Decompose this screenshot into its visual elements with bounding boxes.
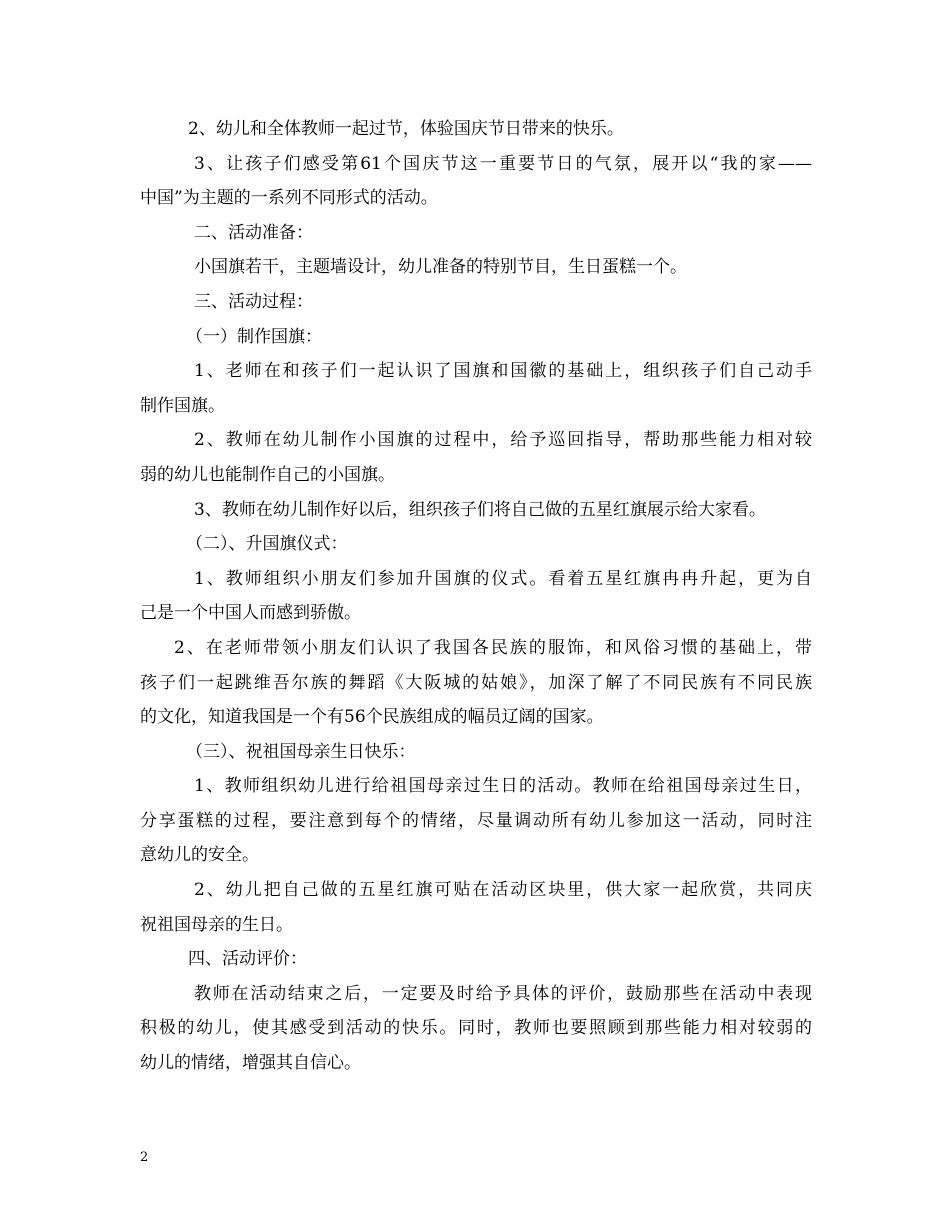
subheading-make-flag	[140, 320, 812, 355]
para-flag-raising-2	[140, 631, 812, 735]
page-number: 2	[140, 1150, 149, 1165]
text-line: 的文化，知道我国是一个有56个民族组成的幅员辽阔的国家。	[140, 707, 604, 728]
text-line: 1、老师在和孩子们一起认识了国旗和国徽的基础上，组织孩子们自己动手	[194, 361, 812, 382]
para-preparation	[140, 250, 812, 285]
text-line: 意幼儿的安全。	[140, 845, 259, 866]
para-make-flag-3	[140, 493, 812, 528]
document-body	[140, 112, 812, 1081]
heading-evaluation	[140, 942, 812, 977]
text-line: 祝祖国母亲的生日。	[140, 914, 293, 935]
text-line: 2、幼儿和全体教师一起过节，体验国庆节日带来的快乐。	[188, 119, 624, 139]
text-line: 2、幼儿把自己做的五星红旗可贴在活动区块里，供大家一起欣赏，共同庆	[194, 880, 812, 901]
text-line: 小国旗若干，主题墙设计，幼儿准备的特别节目，生日蛋糕一个。	[194, 257, 687, 278]
text-line: 积极的幼儿，使其感受到活动的快乐。同时，教师也要照顾到那些能力相对较弱的	[140, 1018, 812, 1039]
para-make-flag-2	[140, 423, 812, 492]
text-line: 分享蛋糕的过程，要注意到每个的情绪，尽量调动所有幼儿参加这一活动，同时注	[140, 810, 812, 831]
sub-heading: （一）制作国旗：	[186, 326, 322, 347]
para-evaluation	[140, 977, 812, 1081]
heading-preparation	[140, 216, 812, 251]
sub-heading: （二）、升国旗仪式：	[186, 534, 348, 555]
sub-heading: （三）、祝祖国母亲生日快乐：	[186, 741, 416, 762]
text-line: 1、教师组织小朋友们参加升国旗的仪式。看着五星红旗冉冉升起，更为自	[194, 568, 812, 589]
text-line: 1、教师组织幼儿进行给祖国母亲过生日的活动。教师在给祖国母亲过生日，	[194, 776, 812, 797]
para-birthday-1	[140, 769, 812, 873]
section-heading: 三、活动过程：	[194, 291, 313, 312]
text-line: 2、教师在幼儿制作小国旗的过程中，给予巡回指导，帮助那些能力相对较	[194, 430, 812, 451]
text-line: 制作国旗。	[140, 395, 225, 416]
subheading-birthday	[140, 735, 812, 770]
section-heading: 四、活动评价：	[188, 949, 307, 970]
section-heading: 二、活动准备：	[194, 222, 313, 243]
text-line: 幼儿的情绪，增强其自信心。	[140, 1053, 361, 1074]
text-line: 中国”为主题的一系列不同形式的活动。	[140, 188, 438, 209]
para-goal-2	[140, 112, 812, 147]
heading-process	[140, 285, 812, 320]
text-line: 弱的幼儿也能制作自己的小国旗。	[140, 464, 395, 485]
text-line: 教师在活动结束之后，一定要及时给予具体的评价，鼓励那些在活动中表现	[194, 983, 812, 1004]
text-line: 孩子们一起跳维吾尔族的舞蹈《大阪城的姑娘》，加深了解了不同民族有不同民族	[140, 672, 812, 693]
para-make-flag-1	[140, 354, 812, 423]
para-birthday-2	[140, 873, 812, 942]
subheading-flag-raising	[140, 527, 812, 562]
para-goal-3	[140, 147, 812, 216]
text-line: 己是一个中国人而感到骄傲。	[140, 603, 361, 624]
para-flag-raising-1	[140, 562, 812, 631]
text-line: 3、教师在幼儿制作好以后，组织孩子们将自己做的五星红旗展示给大家看。	[194, 499, 766, 520]
text-line: 3、让孩子们感受第61个国庆节这一重要节日的气氛，展开以“我的家——	[194, 153, 812, 174]
text-line: 2、在老师带领小朋友们认识了我国各民族的服饰，和风俗习惯的基础上，带	[174, 637, 812, 658]
